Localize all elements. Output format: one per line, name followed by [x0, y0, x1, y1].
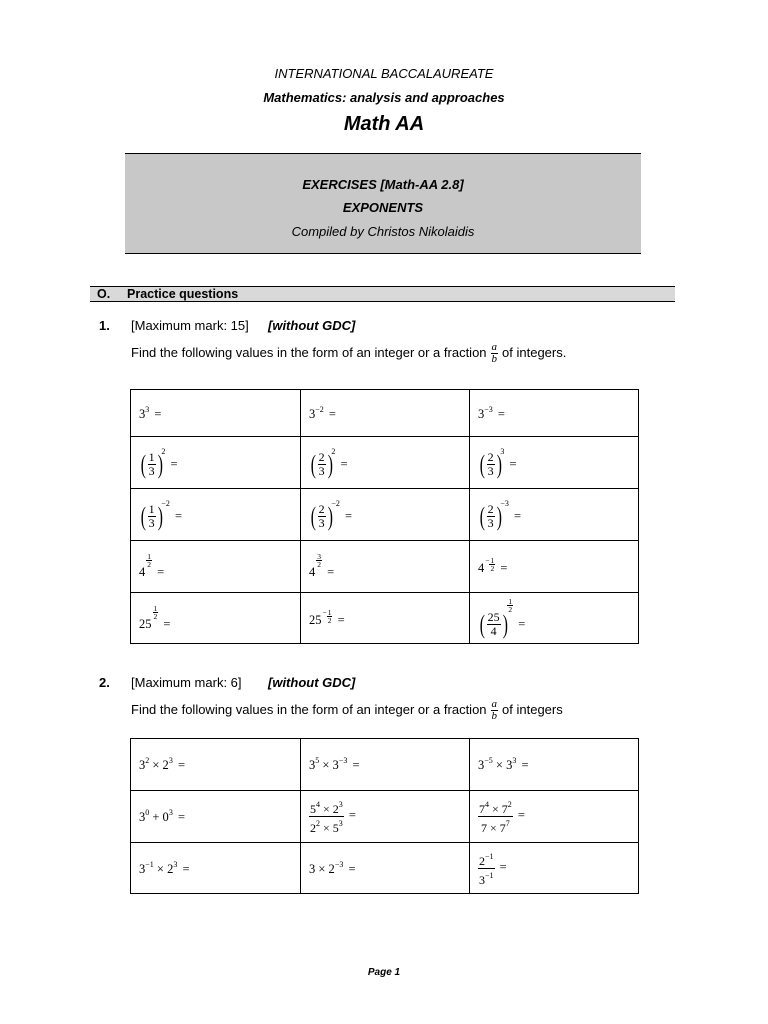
- question-1-mark: [Maximum mark: 15]: [131, 318, 249, 333]
- exercise-cell: [301, 437, 470, 489]
- exercise-cell: [131, 593, 301, 644]
- expression: 25 $\frac{1}{2}$ =: [139, 603, 171, 631]
- expression: ( $\frac{2}{3}$ )−2 =: [310, 498, 353, 531]
- table-row: [131, 489, 639, 541]
- exercise-cell: [131, 739, 301, 791]
- fraction-denominator: b: [491, 353, 498, 365]
- question-1-text-before: Find the following values in the form of an integer or a fraction: [131, 344, 487, 360]
- exercise-cell: [301, 593, 470, 644]
- expression: 4 $\frac{3}{2}$ =: [309, 552, 335, 579]
- section-heading: [90, 286, 675, 302]
- fraction-a-over-b: [491, 699, 499, 722]
- table-row: [131, 390, 639, 437]
- exercise-cell: [131, 437, 301, 489]
- question-2-gdc: [without GDC]: [268, 675, 356, 690]
- expression: $3 \times 2^{-3}$ =: [309, 859, 356, 876]
- exercise-cell: [301, 791, 470, 843]
- exercise-cell: [131, 390, 301, 437]
- expression: 4 $\frac{1}{2}$ =: [139, 552, 165, 579]
- question-1-gdc: [without GDC]: [268, 318, 356, 333]
- question-1-text: [131, 342, 566, 365]
- question-1-number: 1.: [99, 318, 110, 333]
- fraction-denominator: b: [491, 710, 498, 722]
- expression: $3^5 \times 3^{-3}$ =: [309, 756, 360, 772]
- exercise-cell: [470, 541, 639, 593]
- table-row: [131, 541, 639, 593]
- exercise-cell: [301, 541, 470, 593]
- expression: $3^{-3}$ =: [478, 404, 505, 421]
- question-2-text-after: of integers: [502, 701, 563, 717]
- question-2-text-before: Find the following values in the form of an integer or a fraction: [131, 701, 487, 717]
- table-row: [131, 593, 639, 644]
- expression: 25− $\frac{1}{2}$ =: [309, 607, 345, 627]
- exercise-cell: [131, 791, 301, 843]
- expression: $3^0 + 0^3$ =: [139, 808, 185, 824]
- exercise-cell: [470, 489, 639, 541]
- exercise-cell: [470, 739, 639, 791]
- exercise-cell: [301, 489, 470, 541]
- question-2-table: [130, 738, 639, 894]
- header-line-2: Mathematics: analysis and approaches: [263, 90, 505, 105]
- page-number: Page 1: [367, 967, 401, 978]
- expression: $3^{-1} \times 2^3$ =: [139, 859, 190, 876]
- expression: ( $\frac{2}{3}$ )3 =: [479, 446, 517, 479]
- table-row: [131, 437, 639, 489]
- table-row: [131, 843, 639, 894]
- section-number: O.: [97, 287, 111, 301]
- exercise-cell: [470, 437, 639, 489]
- exercise-cell: [131, 541, 301, 593]
- question-2-mark: [Maximum mark: 6]: [131, 675, 242, 690]
- question-1-table: [130, 389, 639, 644]
- expression: $3^3$ =: [139, 404, 162, 421]
- fraction-numerator: a: [491, 341, 498, 353]
- table-row: [131, 791, 639, 843]
- exercise-cell: [131, 843, 301, 894]
- expression: $\frac{2^{-1}}{3^{-1}}$ =: [479, 851, 507, 887]
- expression: ( $\frac{2}{3}$ )−3 =: [479, 498, 522, 531]
- expression: ( $\frac{2}{3}$ )2 =: [310, 446, 348, 479]
- exercise-cell: [301, 739, 470, 791]
- section-label: Practice questions: [127, 287, 239, 301]
- exercise-topic: EXPONENTS: [342, 200, 424, 215]
- fraction-a-over-b: [491, 342, 499, 365]
- expression: ( $\frac{1}{3}$ )2 =: [140, 446, 178, 479]
- exercise-cell: [301, 390, 470, 437]
- expression: $\frac{7^4 \times 7^2}{7 \times 7^7}$ =: [479, 800, 525, 835]
- expression: 4− $\frac{1}{2}$ =: [478, 556, 508, 575]
- question-2-number: 2.: [99, 675, 110, 690]
- expression: $3^{-2}$ =: [309, 404, 336, 421]
- exercise-cell: [470, 843, 639, 894]
- exercise-cell: [301, 843, 470, 894]
- fraction-numerator: a: [491, 698, 498, 710]
- exercise-cell: [470, 390, 639, 437]
- exercise-cell: [470, 593, 639, 644]
- exercise-title-box: [125, 153, 641, 254]
- expression: $3^{-5} \times 3^3$ =: [478, 756, 529, 772]
- question-1-text-after: of integers.: [502, 344, 567, 360]
- header-title: Math AA: [343, 113, 425, 135]
- header-line-1: INTERNATIONAL BACCALAUREATE: [274, 66, 494, 81]
- question-2-text: [131, 699, 563, 722]
- expression: $3^2 \times 2^3$ =: [139, 756, 185, 772]
- expression: ( $\frac{25}{4}$ ) $\frac{1}{2}$ =: [479, 596, 526, 639]
- exercise-cell: [131, 489, 301, 541]
- expression: ( $\frac{1}{3}$ )−2 =: [140, 498, 183, 531]
- exercise-cell: [470, 791, 639, 843]
- exercise-code: EXERCISES [Math-AA 2.8]: [302, 177, 464, 192]
- table-row: [131, 739, 639, 791]
- exercise-author: Compiled by Christos Nikolaidis: [291, 224, 475, 239]
- expression: $\frac{5^4 \times 2^3}{2^2 \times 5^3}$ =: [310, 800, 356, 835]
